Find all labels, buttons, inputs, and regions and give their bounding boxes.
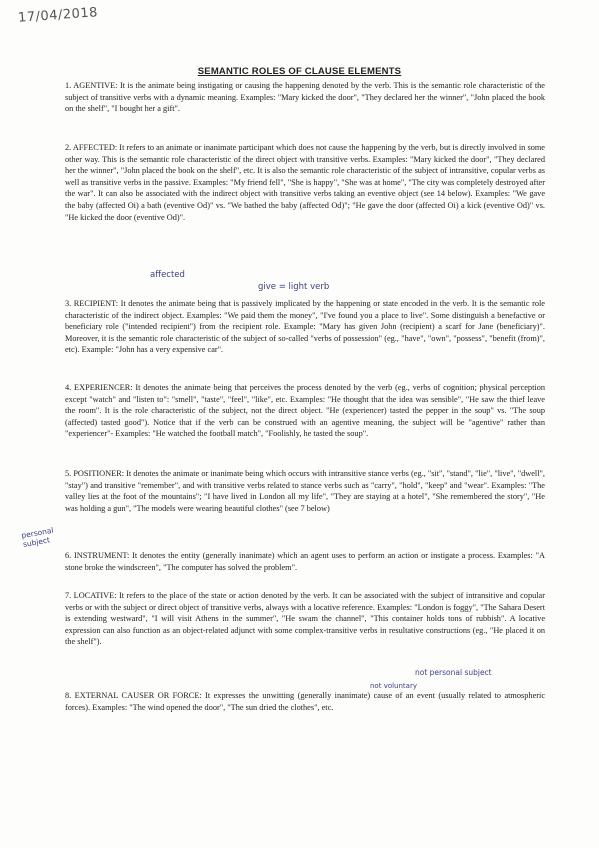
handwritten-affected-note: affected xyxy=(150,270,185,280)
section-experiencer: 4. EXPERIENCER: It denotes the animate being that perceives the process denoted by the verb (eg., verbs of cognition; physical perception except "watch" and "listen to": "smell", "taste", "feel", "like", etc. Examples: "He thought that the idea was sensible", "He saw the thief leave the room". It is the role characteristic of the subject, not the direct object. "He (experiencer) tasted the pepper in the soup" vs. "The soup (affected) tasted good"). Notice that if the verb can be construed with an agentive meaning, the subject will be "agentive" rather than "experiencer"- Examples: "He watched the football match", "Foolishly, he tasted the soup". xyxy=(65,383,545,439)
handwritten-not-personal-subject-note: not personal subject xyxy=(415,668,492,677)
section-affected: 2. AFFECTED: It refers to an animate or inanimate participant which does not cause the happening by the verb, but is directly involved in some other way. This is the semantic role characteristic of the direct object with transitive verbs. Examples: "Mary kicked the door", "They declared her the winner", "John placed the book on the shelf", etc. It is also the semantic role characteristic of the subject of intransitive, copular verbs as well as transitive verbs in the passive. Examples: "My friend fell", "She is happy", "She was at home", "The city was completely destroyed after the war". It can also be associated with the indirect object with transitive verbs taking an eventive object (see 14 below). Examples: "We gave the baby (affected Oi) a bath (eventive Od)" vs. "We bathed the baby (affected Od)"; "He gave the door (affected Oi) a kick (eventive Od)" vs. "He kicked the door (eventive Od)". xyxy=(65,143,545,222)
section-locative: 7. LOCATIVE: It refers to the place of the state or action denoted by the verb. It can be associated with the subject of intransitive and copular verbs or with the subject or direct object of transitive verbs, always with a locative reference. Examples: "London is foggy", "The Sahara Desert is extending westward", "I will visit Athens in the summer", "He swam the channel", "This container holds tons of rubbish". A locative expression can also function as an object-related adjunct with some complex-transitive verbs in resultative constructions (eg., "He placed it on the shelf"). xyxy=(65,591,545,647)
handwritten-give-note: give = light verb xyxy=(258,282,330,292)
section-instrument: 6. INSTRUMENT: It denotes the entity (generally inanimate) which an agent uses to perform an action or instigate a process. Examples: "A stone broke the windscreen", "The computer has solved the problem". xyxy=(65,551,545,572)
handwritten-personal-subject-note: personal subject xyxy=(20,525,55,549)
section-agentive: 1. AGENTIVE: It is the animate being instigating or causing the happening denoted by the verb. This is the semantic role characteristic of the subject of transitive verbs with a dynamic meaning. Examples: "Mary kicked the door", "They declared her the winner", "John placed the book on the shelf", "I bought her a gift". xyxy=(65,81,545,114)
section-external-causer: 8. EXTERNAL CAUSER OR FORCE: It expresses the unwitting (generally inanimate) cause of an event (usually related to atmospheric forces). Examples: "The wind opened the door", "The sun dried the clothes", etc. xyxy=(65,691,545,712)
handwritten-not-voluntary-note: not voluntary xyxy=(370,682,417,690)
section-recipient: 3. RECIPIENT: It denotes the animate being that is passively implicated by the happening or state encoded in the verb. It is the semantic role characteristic of the indirect object. Examples: "We paid them the money", "I've found you a place to live". Some distinguish a benefactive or beneficiary role ("intended recipient") from the recipient role. Example: "Mary has given John (recipient) a scarf for Jane (beneficiary)". Moreover, it is the semantic role characteristic of the subject of so-called "verbs of possession" (eg., "have", "own", "possess", "benefit (from)", etc). Example: "John has a very expensive car". xyxy=(65,299,545,355)
document-title: SEMANTIC ROLES OF CLAUSE ELEMENTS xyxy=(197,66,402,77)
section-positioner: 5. POSITIONER: It denotes the animate or inanimate being which occurs with intransitive stance verbs (eg., "sit", "stand", "lie", "live", "dwell", "stay") and transitive "remember", and with transitive verbs related to stance verbs such as "carry", "hold", "keep" and "wear". Examples: "The valley lies at the foot of the mountains"; "I have lived in London all my life", "They are staying at a hotel", "She remembered the story", "He was holding a gun", "The models were wearing beautiful clothes" (see 7 below) xyxy=(65,469,545,513)
handwritten-date: 17/04/2018 xyxy=(17,5,99,26)
